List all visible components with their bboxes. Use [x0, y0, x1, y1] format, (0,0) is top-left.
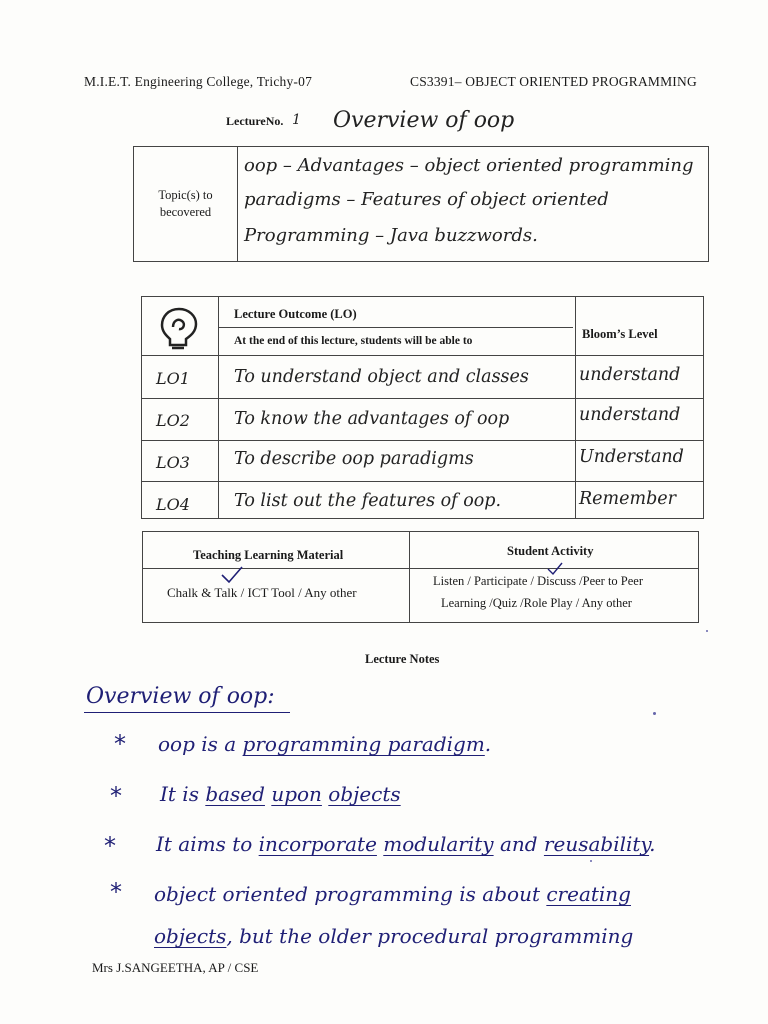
author-footer: Mrs J.SANGEETHA, AP / CSE	[92, 960, 259, 975]
lo-heading: Lecture Outcome (LO)	[234, 307, 357, 321]
note-line: objects, but the older procedural programming	[154, 924, 634, 948]
lo-subheading: At the end of this lecture, students will be able to	[234, 335, 473, 347]
lecture-number-label: LectureNo.	[226, 114, 284, 128]
lo-bloom: understand	[579, 405, 681, 425]
teaching-material-options: Chalk & Talk / ICT Tool / Any other	[167, 585, 357, 600]
lecture-title: Overview of oop	[333, 108, 515, 133]
topic-line: paradigms – Features of object oriented	[244, 189, 609, 210]
topic-line: oop – Advantages – object oriented programming	[244, 155, 694, 176]
lo-code: LO1	[156, 369, 190, 388]
title-underline	[84, 712, 290, 713]
course-title: CS3391– OBJECT ORIENTED PROGRAMMING	[410, 74, 697, 89]
lo-code: LO2	[156, 411, 190, 430]
student-activity-heading: Student Activity	[507, 544, 594, 558]
bullet-mark: *	[114, 730, 126, 758]
lo-text: To know the advantages of oop	[234, 409, 510, 429]
topic-line: Programming – Java buzzwords.	[244, 225, 538, 246]
bullet-mark: *	[110, 782, 122, 810]
lecture-number: 1	[292, 112, 301, 128]
checkmark-icon	[221, 566, 243, 584]
bullet-mark: *	[104, 832, 116, 860]
bullet-mark: *	[110, 878, 122, 906]
topics-label: Topic(s) to becovered	[134, 147, 238, 261]
lo-text: To understand object and classes	[234, 367, 529, 387]
student-activity-options: Listen / Participate / Discuss /Peer to Peer	[433, 574, 644, 588]
lightbulb-head-icon	[156, 305, 202, 351]
teaching-material-heading: Teaching Learning Material	[193, 548, 344, 562]
note-line: object oriented programming is about creating	[154, 882, 631, 906]
lo-bloom: understand	[579, 365, 681, 385]
student-activity-options: Learning /Quiz /Role Play / Any other	[441, 596, 632, 610]
lo-code: LO3	[156, 453, 190, 472]
blooms-level-heading: Bloom’s Level	[582, 327, 658, 341]
checkmark-icon	[547, 562, 563, 576]
notes-section-title: Overview of oop:	[86, 684, 275, 709]
lo-code: LO4	[156, 495, 190, 514]
lecture-notes-heading: Lecture Notes	[365, 652, 440, 666]
college-name: M.I.E.T. Engineering College, Trichy-07	[84, 74, 313, 89]
teaching-learning-table	[142, 531, 699, 623]
note-line: oop is a programming paradigm.	[158, 732, 492, 756]
lo-text: To describe oop paradigms	[234, 449, 474, 469]
lo-text: To list out the features of oop.	[234, 491, 502, 511]
note-line: It is based upon objects	[160, 782, 401, 806]
lo-bloom: Understand	[579, 447, 684, 467]
topics-box	[133, 146, 709, 262]
note-line: It aims to incorporate modularity and reusability.	[156, 832, 656, 856]
lo-bloom: Remember	[579, 489, 677, 509]
lecture-outcome-table	[141, 296, 704, 519]
